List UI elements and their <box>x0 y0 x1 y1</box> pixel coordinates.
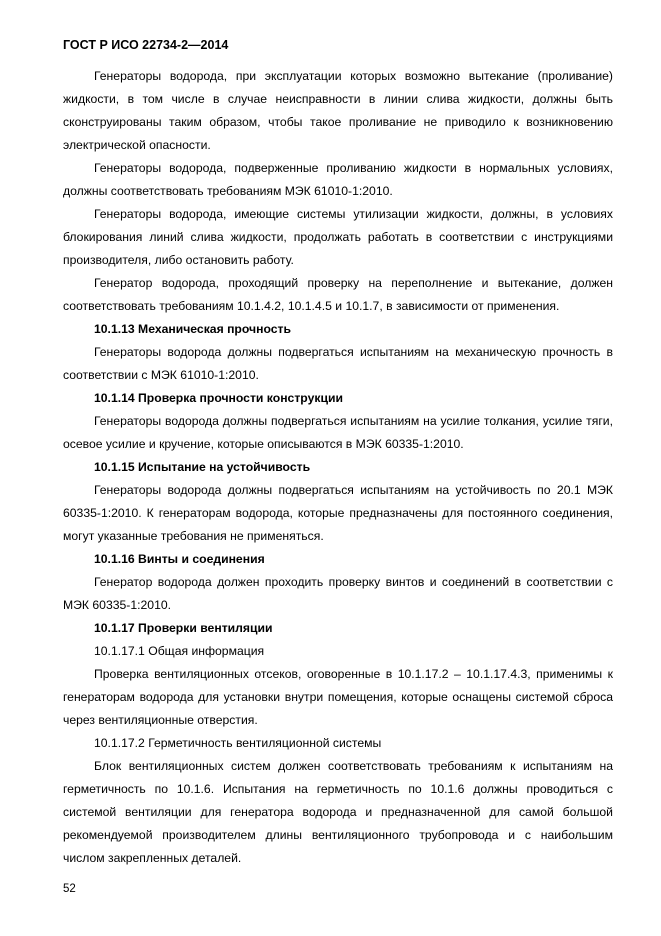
section-heading-10-1-17: 10.1.17 Проверки вентиляции <box>94 621 273 635</box>
document-body <box>63 65 613 870</box>
section-heading-10-1-14: 10.1.14 Проверка прочности конструкции <box>94 391 343 405</box>
paragraph: Блок вентиляционных систем должен соответствовать требованиям к испытаниям на герметичность по 10.1.6. Испытания на герметичность по 10.1.6 должны проводиться с системой вентиляции для генератора водорода и предназначенной для самой большой рекомендуемой производителем длины вентиляционного трубопровода и с наибольшим числом закрепленных деталей. <box>63 759 613 865</box>
paragraph: Генераторы водорода, при эксплуатации которых возможно вытекание (проливание) жидкости, в том числе в случае неисправности в линии слива жидкости, должны быть сконструированы таким образом, чтобы такое проливание не приводило к возникновению электрической опасности. <box>63 69 613 152</box>
subsection-heading-10-1-17-1: 10.1.17.1 Общая информация <box>94 644 265 658</box>
paragraph: Генераторы водорода, имеющие системы утилизации жидкости, должны, в условиях блокирования линий слива жидкости, продолжать работать в соответствии с инструкциями производителя, либо остановить работу. <box>63 207 613 267</box>
paragraph: Генераторы водорода, подверженные проливанию жидкости в нормальных условиях, должны соответствовать требованиям МЭК 61010-1:2010. <box>63 161 613 198</box>
paragraph: Генераторы водорода должны подвергаться испытаниям на устойчивость по 20.1 МЭК 60335-1:2010. К генераторам водорода, которые предназначены для постоянного соединения, могут указанные требования не применяться. <box>63 483 613 543</box>
paragraph: Генератор водорода должен проходить проверку винтов и соединений в соответствии с МЭК 60335-1:2010. <box>63 575 613 612</box>
section-heading-10-1-16: 10.1.16 Винты и соединения <box>94 552 265 566</box>
paragraph: Генераторы водорода должны подвергаться испытаниям на механическую прочность в соответствии с МЭК 61010-1:2010. <box>63 345 613 382</box>
document-header: ГОСТ Р ИСО 22734-2—2014 <box>63 38 229 52</box>
paragraph: Генератор водорода, проходящий проверку на переполнение и вытекание, должен соответствовать требованиям 10.1.4.2, 10.1.4.5 и 10.1.7, в зависимости от применения. <box>63 276 613 313</box>
subsection-heading-10-1-17-2: 10.1.17.2 Герметичность вентиляционной системы <box>94 736 382 750</box>
paragraph: Генераторы водорода должны подвергаться испытаниям на усилие толкания, усилие тяги, осевое усилие и кручение, которые описываются в МЭК 60335-1:2010. <box>63 414 613 451</box>
section-heading-10-1-15: 10.1.15 Испытание на устойчивость <box>94 460 311 474</box>
paragraph: Проверка вентиляционных отсеков, оговоренные в 10.1.17.2 – 10.1.17.4.3, применимы к генераторам водорода для установки внутри помещения, которые оснащены системой сброса через вентиляционные отверстия. <box>63 667 613 727</box>
section-heading-10-1-13: 10.1.13 Механическая прочность <box>94 322 291 336</box>
page-number: 52 <box>63 883 76 895</box>
